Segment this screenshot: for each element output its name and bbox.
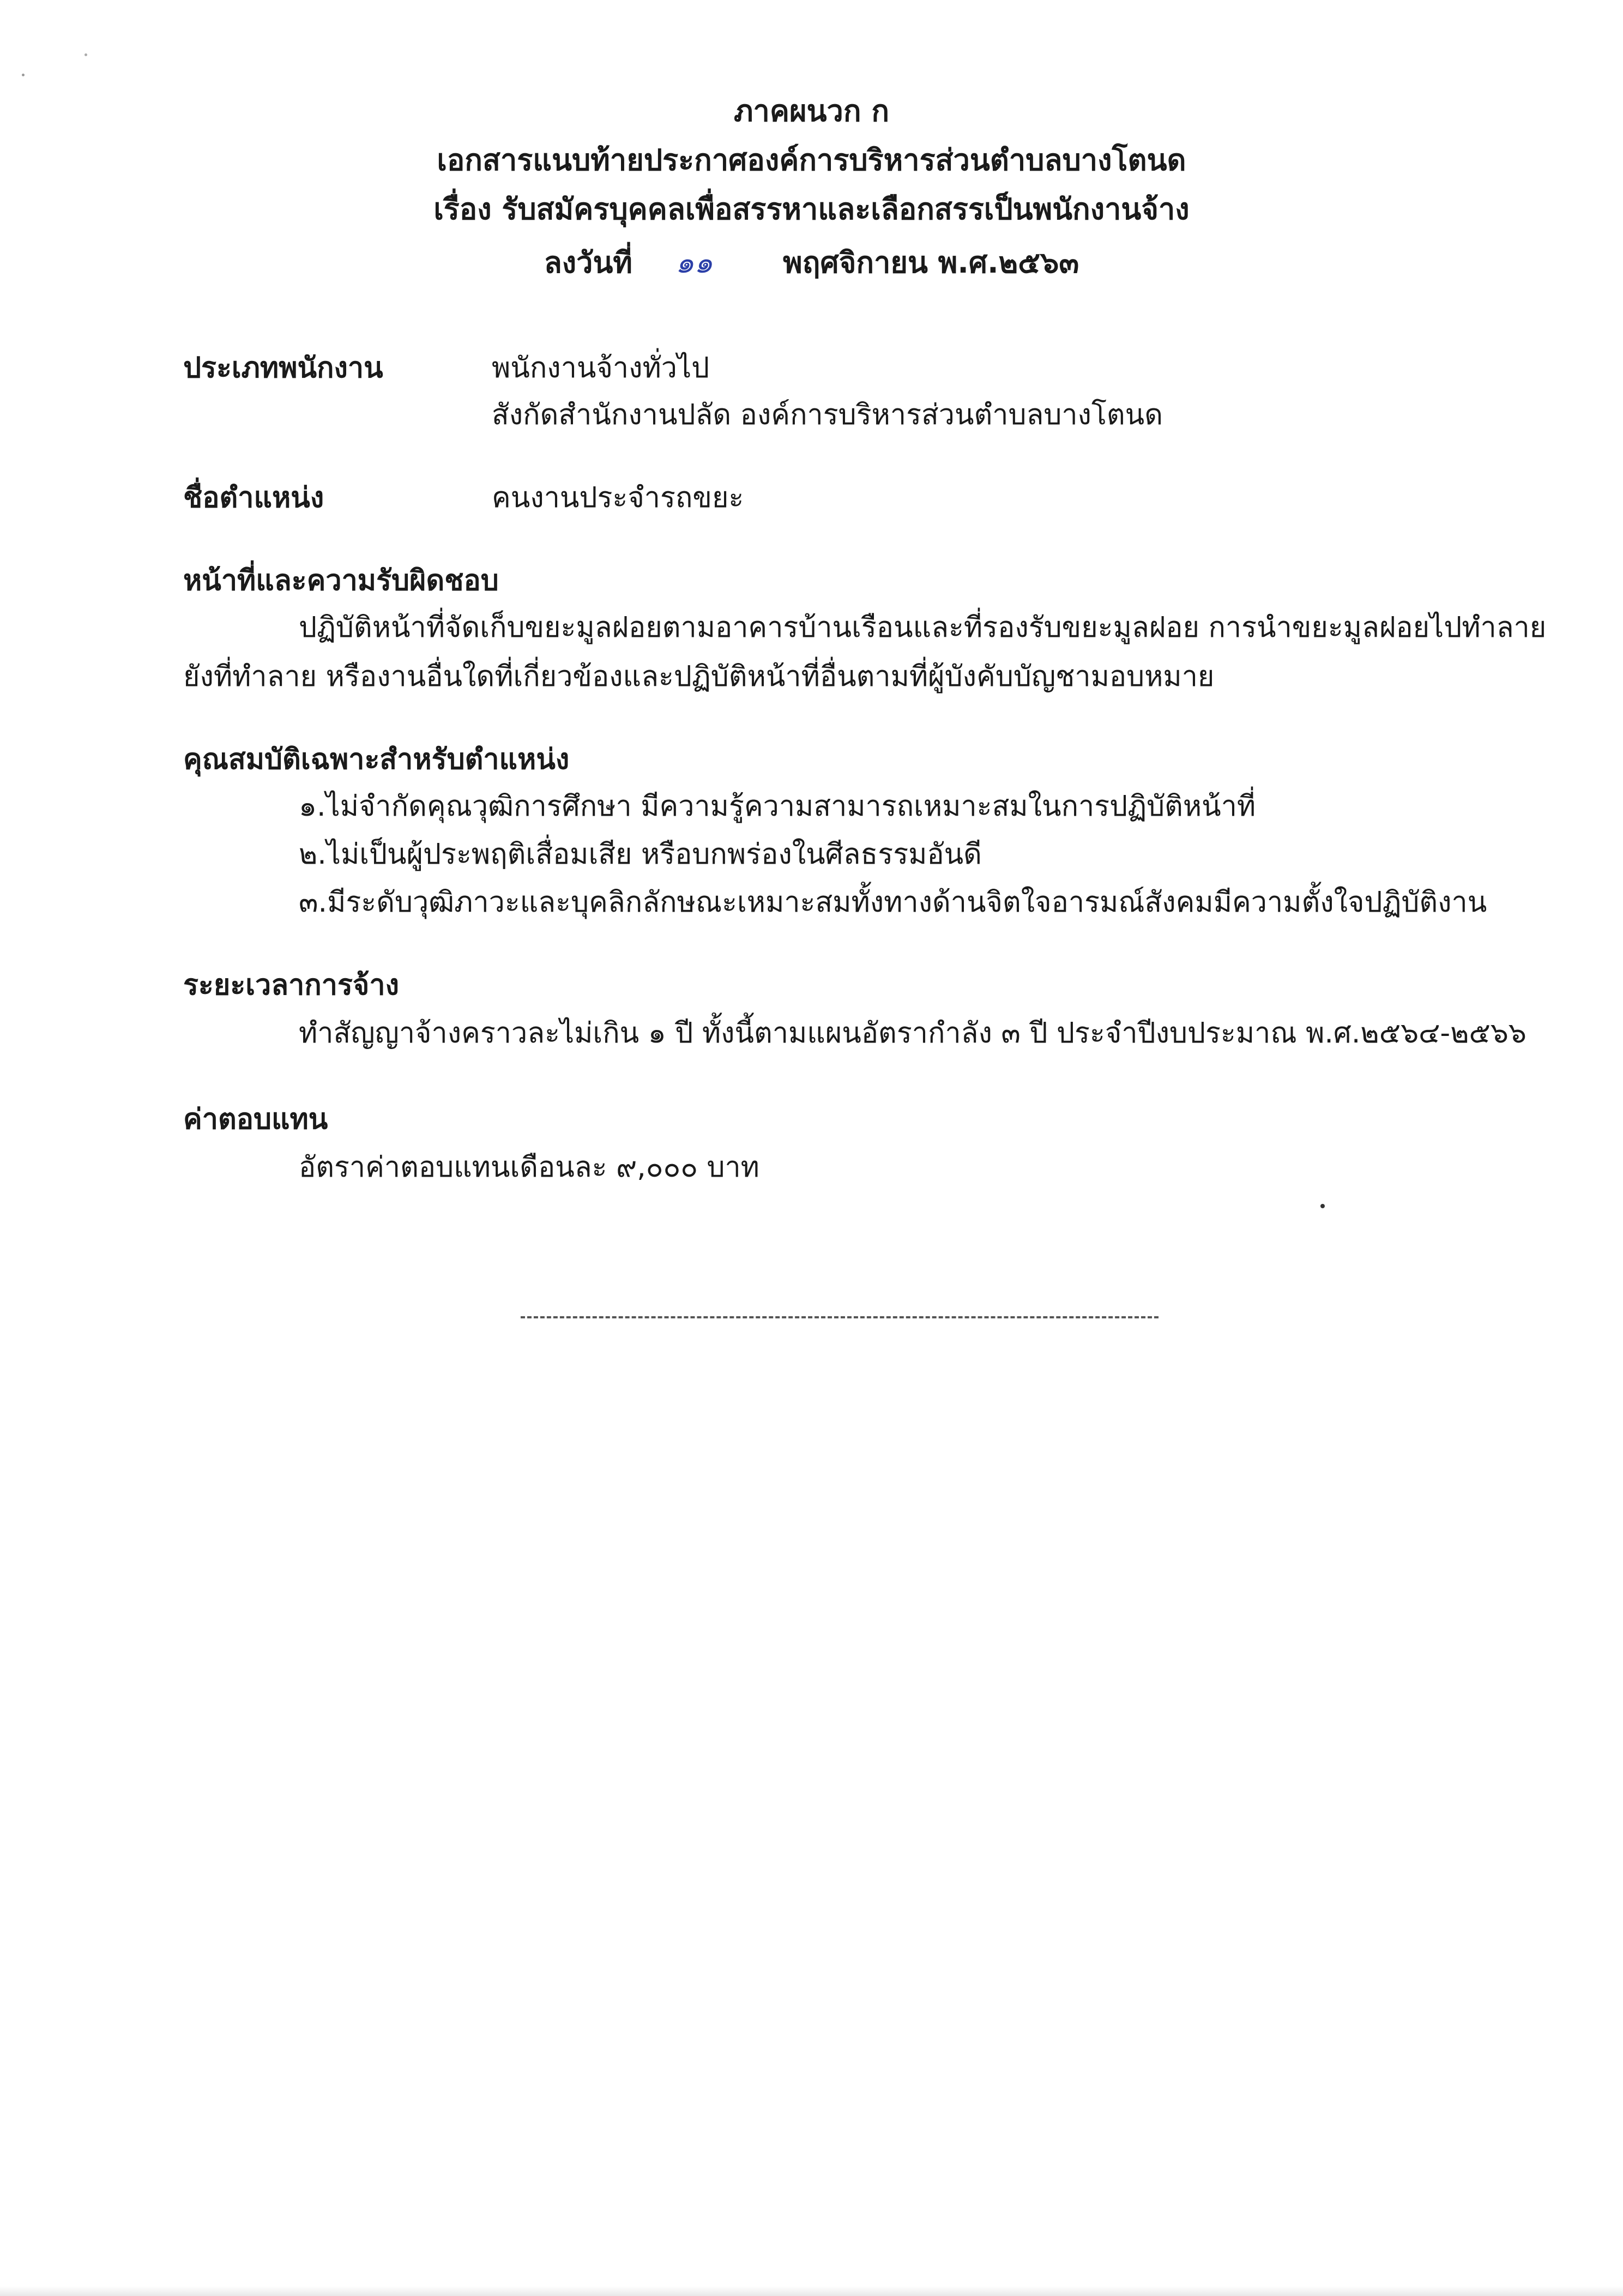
compensation-text: อัตราค่าตอบแทนเดือนละ ๙,๐๐๐ บาท <box>299 1151 759 1184</box>
compensation-label: ค่าตอบแทน <box>183 1103 328 1136</box>
appendix-title: ภาคผนวก ก <box>733 94 890 128</box>
duties-text-line2: ยังที่ทำลาย หรืองานอื่นใดที่เกี่ยวข้องและปฏิบัติหน้าที่อื่นตามที่ผู้บังคับบัญชามอบหมาย <box>183 660 1215 693</box>
scan-speck <box>1320 1204 1325 1208</box>
qualifications-label: คุณสมบัติเฉพาะสำหรับตำแหน่ง <box>183 743 570 776</box>
document-subject: เรื่อง รับสมัครบุคคลเพื่อสรรหาและเลือกสรรเป็นพนักงานจ้าง <box>433 192 1190 226</box>
scan-speck <box>85 53 87 56</box>
document-subtitle: เอกสารแนบท้ายประกาศองค์การบริหารส่วนตำบลบางโตนด <box>437 143 1186 177</box>
document-date <box>0 239 1623 286</box>
employee-type-value: พนักงานจ้างทั่วไป <box>492 352 710 384</box>
date-month-year: พฤศจิกายน พ.ศ.๒๕๖๓ <box>783 245 1079 280</box>
position-label: ชื่อตำแหน่ง <box>183 481 324 514</box>
date-day-handwritten: ๑๑ <box>675 245 713 280</box>
duties-label: หน้าที่และความรับผิดชอบ <box>183 564 499 597</box>
employment-period-label: ระยะเวลาการจ้าง <box>183 969 399 1002</box>
date-prefix: ลงวันที่ <box>544 245 632 280</box>
employee-affiliation: สังกัดสำนักงานปลัด องค์การบริหารส่วนตำบลบางโตนด <box>492 399 1163 431</box>
duties-text-line1: ปฏิบัติหน้าที่จัดเก็บขยะมูลฝอยตามอาคารบ้านเรือนและที่รองรับขยะมูลฝอย การนำขยะมูลฝอยไปทำลาย <box>299 611 1547 644</box>
scan-bottom-edge <box>0 2286 1623 2296</box>
qualification-item: ๒.ไม่เป็นผู้ประพฤติเสื่อมเสีย หรือบกพร่องในศีลธรรมอันดี <box>299 838 982 871</box>
scan-speck <box>22 74 25 76</box>
employee-type-label: ประเภทพนักงาน <box>183 352 383 384</box>
qualification-item: ๑.ไม่จำกัดคุณวุฒิการศึกษา มีความรู้ความสามารถเหมาะสมในการปฏิบัติหน้าที่ <box>299 790 1256 823</box>
end-divider <box>521 1316 1159 1318</box>
qualification-item: ๓.มีระดับวุฒิภาวะและบุคลิกลักษณะเหมาะสมทั้งทางด้านจิตใจอารมณ์สังคมมีความตั้งใจปฏิบัติงาน <box>299 886 1487 919</box>
employment-period-text: ทำสัญญาจ้างคราวละไม่เกิน ๑ ปี ทั้งนี้ตามแผนอัตรากำลัง ๓ ปี ประจำปีงบประมาณ พ.ศ.๒๕๖๔-๒๕๖๖ <box>299 1017 1527 1050</box>
position-value: คนงานประจำรถขยะ <box>492 481 744 514</box>
